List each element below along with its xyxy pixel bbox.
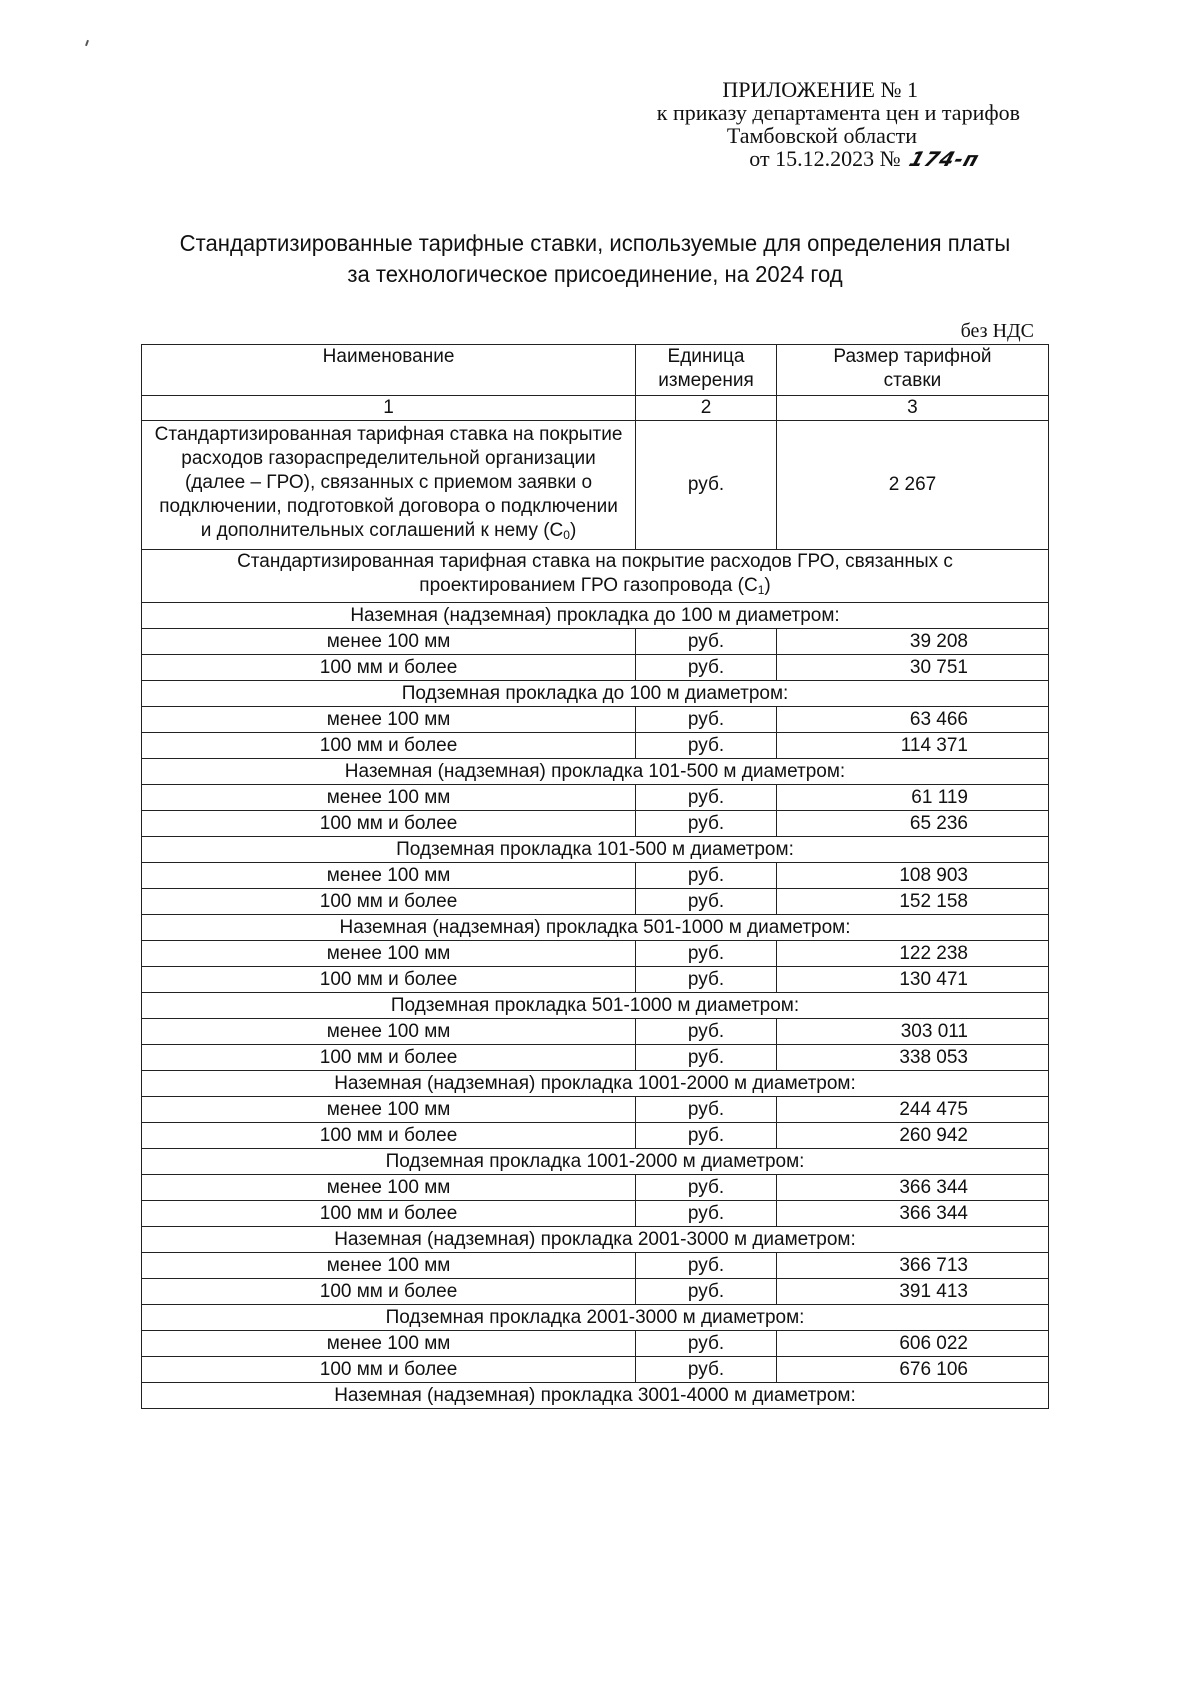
item-name: менее 100 мм — [142, 1331, 636, 1357]
c0-line: и дополнительных соглашений к нему $(C_0)$ — [200, 520, 577, 542]
item-value: 114 371 — [776, 733, 1048, 759]
c0-line: подключении, подготовкой договора о подключении — [159, 496, 618, 517]
item-name: 100 мм и более — [142, 733, 636, 759]
item-name: 100 мм и более — [142, 655, 636, 681]
document-title — [149, 228, 1042, 290]
item-name: менее 100 мм — [142, 863, 636, 889]
c0-line: (далее – ГРО), связанных с приемом заявки о — [184, 472, 593, 493]
group-title: Наземная (надземная) прокладка 501-1000 м диаметром: — [142, 915, 1049, 941]
header-unit-line1: Единица — [667, 346, 745, 367]
item-name: менее 100 мм — [142, 1097, 636, 1123]
appendix-date: от 15.12.2023 № — [749, 146, 901, 171]
item-name: 100 мм и более — [142, 1357, 636, 1383]
c0-line: расходов газораспределительной организации — [181, 448, 596, 469]
item-value: 244 475 — [776, 1097, 1048, 1123]
group-title: Подземная прокладка 2001-3000 м диаметром: — [142, 1305, 1049, 1331]
group-title: Подземная прокладка 1001-2000 м диаметром: — [142, 1149, 1049, 1175]
item-value: 338 053 — [776, 1045, 1048, 1071]
item-unit: руб. — [636, 811, 777, 837]
item-value: 366 713 — [776, 1253, 1048, 1279]
table-row — [142, 655, 1049, 681]
item-name: менее 100 мм — [142, 629, 636, 655]
scan-mark — [85, 40, 89, 46]
item-unit: руб. — [636, 785, 777, 811]
appendix-title: ПРИЛОЖЕНИЕ № 1 — [722, 77, 918, 102]
group-header-row — [142, 837, 1049, 863]
column-numbers-row — [142, 396, 1049, 421]
appendix-header — [560, 78, 1020, 171]
group-title: Наземная (надземная) прокладка 1001-2000 м диаметром: — [142, 1071, 1049, 1097]
table-row — [142, 1201, 1049, 1227]
item-name: менее 100 мм — [142, 785, 636, 811]
appendix-order-ref: к приказу департамента цен и тарифов — [656, 100, 1020, 125]
header-rate-line2: ставки — [883, 370, 942, 391]
item-unit: руб. — [636, 1201, 777, 1227]
item-value: 65 236 — [776, 811, 1048, 837]
item-unit: руб. — [636, 889, 777, 915]
item-unit: руб. — [636, 1045, 777, 1071]
group-header-row — [142, 993, 1049, 1019]
group-header-row — [142, 1149, 1049, 1175]
item-value: 152 158 — [776, 889, 1048, 915]
table-row — [142, 1357, 1049, 1383]
header-rate — [776, 345, 1048, 396]
item-value: 303 011 — [776, 1019, 1048, 1045]
item-name: менее 100 мм — [142, 1253, 636, 1279]
table-row — [142, 1097, 1049, 1123]
table-row — [142, 941, 1049, 967]
group-header-row — [142, 1383, 1049, 1409]
c0-line-text: и дополнительных соглашений к нему (C — [200, 520, 564, 541]
item-unit: руб. — [636, 1253, 777, 1279]
group-title: Наземная (надземная) прокладка до 100 м диаметром: — [142, 603, 1049, 629]
header-unit — [636, 345, 777, 396]
header-unit-line2: измерения — [658, 370, 754, 391]
item-value: 63 466 — [776, 707, 1048, 733]
item-value: 606 022 — [776, 1331, 1048, 1357]
group-header-row — [142, 759, 1049, 785]
table-row — [142, 1279, 1049, 1305]
table-row — [142, 1045, 1049, 1071]
table-row — [142, 733, 1049, 759]
item-value: 391 413 — [776, 1279, 1048, 1305]
c1-subscript: 1 — [757, 583, 765, 597]
item-value: 61 119 — [776, 785, 1048, 811]
item-unit: руб. — [636, 863, 777, 889]
item-unit: руб. — [636, 629, 777, 655]
c1-section-row — [142, 550, 1049, 603]
appendix-date-number — [560, 147, 1020, 171]
item-value: 260 942 — [776, 1123, 1048, 1149]
document-title-line2: за технологическое присоединение, на 2024 год — [347, 261, 843, 287]
item-value: 122 238 — [776, 941, 1048, 967]
group-header-row — [142, 915, 1049, 941]
group-header-row — [142, 603, 1049, 629]
item-unit: руб. — [636, 941, 777, 967]
item-value: 130 471 — [776, 967, 1048, 993]
item-name: менее 100 мм — [142, 1175, 636, 1201]
item-name: 100 мм и более — [142, 1279, 636, 1305]
header-name-label: Наименование — [322, 346, 455, 367]
item-value: 39 208 — [776, 629, 1048, 655]
item-value: 30 751 — [776, 655, 1048, 681]
item-unit: руб. — [636, 1279, 777, 1305]
item-name: 100 мм и более — [142, 967, 636, 993]
handwritten-order-number: 174-п — [906, 147, 984, 171]
column-number-3: 3 — [776, 396, 1048, 421]
group-title: Наземная (надземная) прокладка 3001-4000 м диаметром: — [142, 1383, 1049, 1409]
table-header-row — [142, 345, 1049, 396]
table-row — [142, 1019, 1049, 1045]
table-row — [142, 1253, 1049, 1279]
c1-section-line1: Стандартизированная тарифная ставка на покрытие расходов ГРО, связанных с — [237, 551, 953, 572]
item-name: менее 100 мм — [142, 941, 636, 967]
group-header-row — [142, 1227, 1049, 1253]
group-title: Подземная прокладка 501-1000 м диаметром: — [142, 993, 1049, 1019]
c0-line: Стандартизированная тарифная ставка на покрытие — [154, 424, 623, 445]
table-row — [142, 707, 1049, 733]
item-name: 100 мм и более — [142, 1045, 636, 1071]
item-unit: руб. — [636, 967, 777, 993]
item-name: 100 мм и более — [142, 1123, 636, 1149]
group-header-row — [142, 681, 1049, 707]
item-name: 100 мм и более — [142, 889, 636, 915]
c0-rate-row — [142, 421, 1049, 550]
table-row — [142, 967, 1049, 993]
item-unit: руб. — [636, 1123, 777, 1149]
group-title: Наземная (надземная) прокладка 2001-3000 м диаметром: — [142, 1227, 1049, 1253]
item-value: 676 106 — [776, 1357, 1048, 1383]
item-unit: руб. — [636, 655, 777, 681]
item-name: менее 100 мм — [142, 707, 636, 733]
table-row — [142, 1175, 1049, 1201]
document-title-line1: Стандартизированные тарифные ставки, используемые для определения платы — [179, 230, 1011, 256]
item-unit: руб. — [636, 1175, 777, 1201]
item-name: 100 мм и более — [142, 1201, 636, 1227]
table-row — [142, 629, 1049, 655]
table-row — [142, 1123, 1049, 1149]
group-header-row — [142, 1071, 1049, 1097]
c0-subscript: 0 — [563, 528, 570, 542]
table-row — [142, 785, 1049, 811]
table-row — [142, 811, 1049, 837]
table-row — [142, 1331, 1049, 1357]
item-name: 100 мм и более — [142, 811, 636, 837]
item-unit: руб. — [636, 1357, 777, 1383]
item-value: 366 344 — [776, 1175, 1048, 1201]
item-value: 108 903 — [776, 863, 1048, 889]
column-number-1: 1 — [142, 396, 636, 421]
c1-section-line2-text: проектированием ГРО газопровода (C — [419, 575, 758, 596]
group-title: Наземная (надземная) прокладка 101-500 м диаметром: — [142, 759, 1049, 785]
group-title: Подземная прокладка до 100 м диаметром: — [142, 681, 1049, 707]
item-value: 366 344 — [776, 1201, 1048, 1227]
item-unit: руб. — [636, 1331, 777, 1357]
item-unit: руб. — [636, 1019, 777, 1045]
group-header-row — [142, 1305, 1049, 1331]
column-number-2: 2 — [636, 396, 777, 421]
vat-note: без НДС — [960, 320, 1034, 342]
c0-description — [142, 421, 636, 550]
tariff-table — [141, 344, 1049, 1409]
table-row — [142, 889, 1049, 915]
table-row — [142, 863, 1049, 889]
appendix-region: Тамбовской области — [726, 123, 917, 148]
item-name: менее 100 мм — [142, 1019, 636, 1045]
header-rate-line1: Размер тарифной — [833, 346, 992, 367]
c0-unit: руб. — [636, 421, 777, 550]
c1-section-line2: проектированием ГРО газопровода $(C_1)$ — [419, 575, 771, 597]
item-unit: руб. — [636, 707, 777, 733]
item-unit: руб. — [636, 1097, 777, 1123]
header-name — [142, 345, 636, 396]
group-title: Подземная прокладка 101-500 м диаметром: — [142, 837, 1049, 863]
c1-section-title — [142, 550, 1049, 603]
c0-value: 2 267 — [776, 421, 1048, 550]
item-unit: руб. — [636, 733, 777, 759]
